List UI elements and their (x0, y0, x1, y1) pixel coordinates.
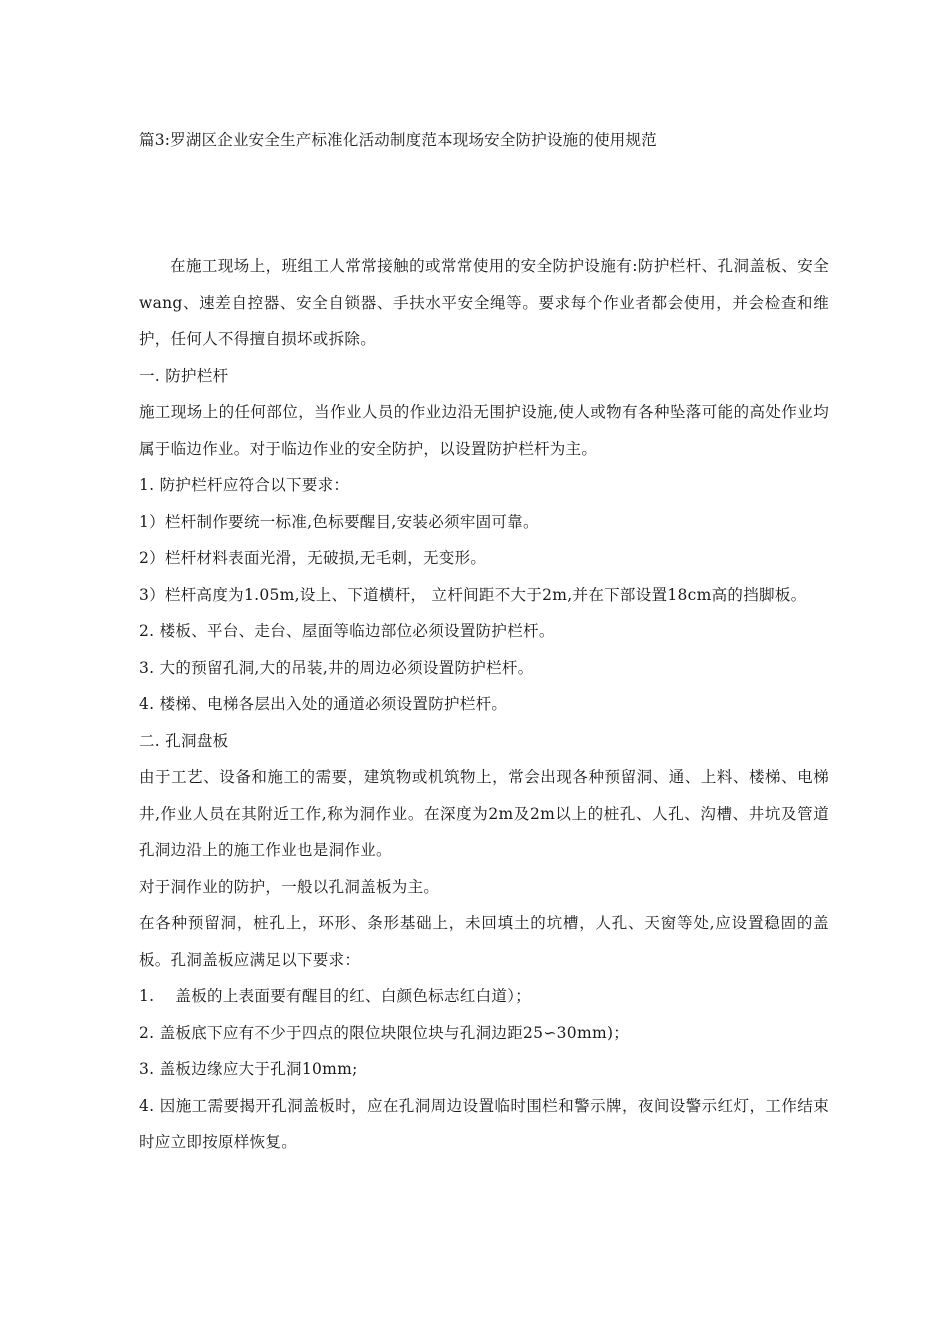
paragraph-edge-work: 施工现场上的任何部位，当作业人员的作业边沿无围护设施,使人或物有各种坠落可能的高处作业均属于临边作业。对于临边作业的安全防护，以设置防护栏杆为主。 (139, 403, 829, 458)
document-body (139, 248, 829, 1161)
list-subitem-3: 3）栏杆高度为1.05m,设上、下道横杆， 立杆间距不大于2m,并在下部设置18cm高的挡脚板。 (139, 585, 807, 604)
list-item-cover-2: 2. 盖板底下应有不少于四点的限位块限位块与孔洞边距25∽30mm)； (139, 1023, 630, 1042)
list-item-cover-1: 1. 盖板的上表面要有醒目的红、白颜色标志红白道）； (139, 987, 532, 1005)
list-item-railing-1: 1. 防护栏杆应符合以下要求： (139, 476, 350, 494)
list-item-cover-4: 4. 因施工需要揭开孔洞盖板时，应在孔洞周边设置临时围栏和警示牌，夜间设警示红灯，工作结束时应立即按原样恢复。 (139, 1096, 829, 1151)
list-item-railing-2: 2. 楼板、平台、走台、屋面等临边部位必须设置防护栏杆。 (139, 622, 555, 640)
section-heading-railing: 一. 防护栏杆 (139, 366, 229, 385)
list-item-railing-3: 3. 大的预留孔洞,大的吊装,井的周边必须设置防护栏杆。 (139, 658, 534, 677)
list-subitem-2: 2）栏杆材料表面光滑，无破损,无毛刺，无变形。 (139, 549, 487, 567)
section-heading-hole-cover: 二. 孔洞盘板 (139, 731, 229, 750)
paragraph-hole-work: 由于工艺、设备和施工的需要，建筑物或机筑物上，常会出现各种预留洞、通、上料、楼梯、电梯井,作业人员在其附近工作,称为洞作业。在深度为2m及2m以上的桩孔、人孔、沟槽、井坑及管道孔洞边沿上的施工作业也是洞作业。 (139, 768, 829, 859)
paragraph-hole-protection: 对于洞作业的防护，一般以孔洞盖板为主。 (139, 877, 440, 896)
document-title: 篇3:罗湖区企业安全生产标准化活动制度范本现场安全防护设施的使用规范 (139, 131, 657, 149)
list-item-cover-3: 3. 盖板边缘应大于孔洞10mm; (139, 1060, 358, 1078)
paragraph-cover-locations: 在各种预留洞，桩孔上，环形、条形基础上，未回填土的坑槽，人孔、天窗等处,应设置稳固的盖板。孔洞盖板应满足以下要求： (139, 914, 829, 969)
list-item-railing-4: 4. 楼梯、电梯各层出入处的通道必须设置防护栏杆。 (139, 695, 508, 713)
list-subitem-1: 1）栏杆制作要统一标准,色标要醒目,安装必须牢固可靠。 (139, 512, 539, 531)
intro-paragraph: 在施工现场上，班组工人常常接触的或常常使用的安全防护设施有:防护栏杆、孔洞盖板、安全wang、速差自控器、安全自锁器、手扶水平安全绳等。要求每个作业者都会使用，并会检查和维护，任何人不得擅自损坏或拆除。 (139, 257, 829, 348)
